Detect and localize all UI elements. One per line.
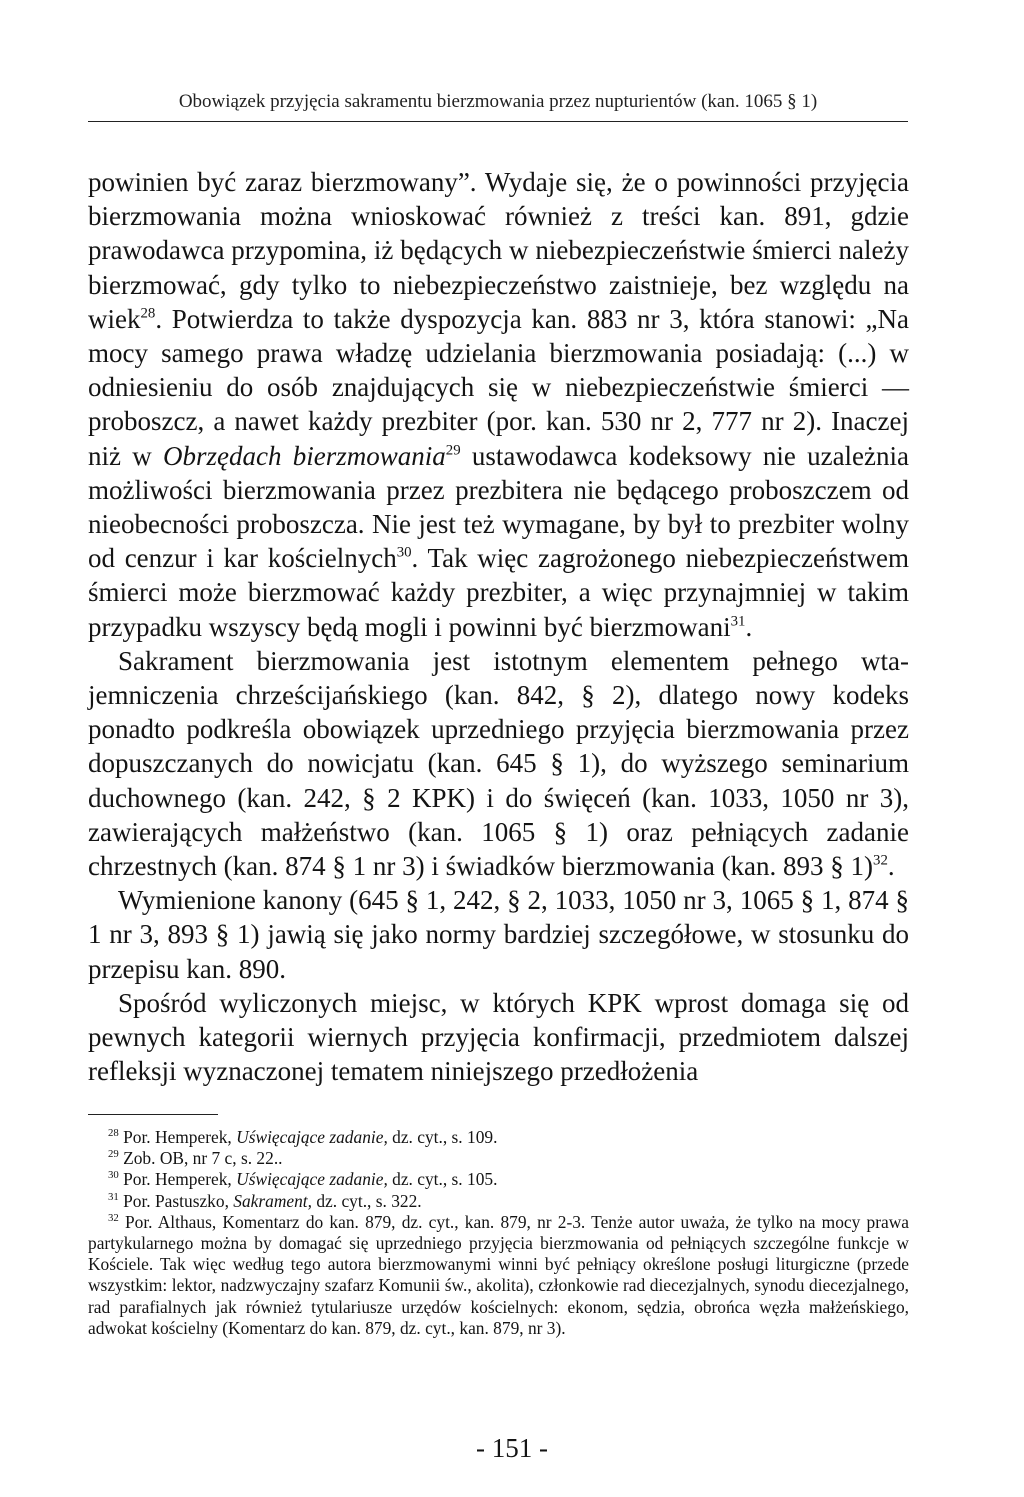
footnote-number: 30 bbox=[108, 1169, 119, 1182]
paragraph-4: Spośród wyliczonych miejsc, w których KPK wprost domaga się od pewnych kategorii wiernych przyjęcia konfirmacji, przedmiotem dalszej refleksji wyznaczonej tematem niniejszego przedłożenia bbox=[88, 987, 909, 1087]
footnote-number: 31 bbox=[108, 1190, 119, 1203]
footnotes bbox=[88, 1127, 909, 1339]
footnote-text: Por. Pastuszko, bbox=[118, 1190, 234, 1211]
text-run: . bbox=[887, 851, 895, 882]
footnote-ref-31: 31 bbox=[730, 612, 746, 629]
text-run: powinien być zaraz bierzmowany”. Wydaje się, że o powinności przyjęcia bierzmowania można wnioskować również z treści kan. 891, gdzie prawodawca przypomina, iż będących w niebezpieczeństwie śmierci należy bierzmować, gdy tylko to niebezpieczeństwo zaistnieje, bez względu na wiek bbox=[88, 167, 909, 334]
footnote-text: dz. cyt., s. 109. bbox=[387, 1127, 498, 1147]
text-run: ustawodawca kodeksowy nie uzależnia możliwości bierzmowania przez prezbitera nie będącego proboszczem od nieobecności proboszcza. Nie jest też wymagane, by był to prezbiter wolny od cenzur i kar kościelnych bbox=[88, 440, 910, 574]
footnote-text: Por. Hemperek, bbox=[118, 1127, 237, 1147]
footnote-separator bbox=[88, 1114, 218, 1115]
italic-title: Obrzędach bierzmowania bbox=[163, 440, 446, 471]
text-run: . bbox=[745, 611, 753, 642]
footnote-number: 29 bbox=[108, 1148, 119, 1161]
footnote-number: 32 bbox=[108, 1211, 119, 1224]
footnote-title: Sakrament, bbox=[233, 1190, 312, 1211]
footnote-text: dz. cyt., s. 322. bbox=[312, 1190, 422, 1211]
footnote-ref-32: 32 bbox=[873, 852, 888, 869]
main-text bbox=[88, 165, 909, 1088]
footnote-text: dz. cyt., s. 105. bbox=[387, 1169, 498, 1190]
text-run: . Potwierdza to także dyspozycja kan. 883 nr 3, która stanowi: „Na mocy samego prawa władzę udzielania bierzmowania posiadają: (...) w odniesieniu do osób znajdujących się w niebezpieczeństwie śmierci — proboszcz, a nawet każdy prezbiter (por. kan. 530 nr 2, 777 nr 2). Inaczej niż w bbox=[88, 303, 909, 471]
paragraph-1 bbox=[88, 165, 909, 644]
footnote-ref-30: 30 bbox=[396, 544, 412, 561]
footnote-text: Por. Hemperek, bbox=[118, 1169, 237, 1190]
footnote-32 bbox=[88, 1212, 909, 1339]
footnote-number: 28 bbox=[108, 1127, 119, 1139]
footnote-title: Uświęcające zadanie, bbox=[236, 1169, 388, 1190]
footnote-31 bbox=[88, 1191, 909, 1212]
footnote-title: Uświęcające zadanie, bbox=[236, 1127, 388, 1147]
footnote-ref-28: 28 bbox=[140, 305, 156, 322]
paragraph-2 bbox=[88, 644, 909, 883]
header-rule bbox=[88, 121, 908, 122]
running-header: Obowiązek przyjęcia sakramentu bierzmowania przez nupturientów (kan. 1065 § 1) bbox=[178, 91, 818, 112]
footnote-text: Por. Althaus, Komentarz do kan. 879, dz. cyt., kan. 879, nr 2-3. Tenże autor uważa, że tylko na mocy prawa partykularnego można by domagać się uprzedniego przyjęcia bierzmowania od pełniących szczególne funkcje w Kościele. Tak więc według tego autora bierzmowanymi winni być pełniący określone posługi liturgiczne (przede wszystkim: lektor, nadzwyczajny szafarz Komunii św., akolita), członkowie rad diecezjalnych, synodu diecezjalnego, rad parafialnych jak również tytulariusze urzędów kościelnych: ekonom, sędzia, obrońca węzła małżeńskiego, adwokat kościelny (Komentarz do kan. 879, dz. cyt., kan. 879, nr 3). bbox=[88, 1211, 909, 1338]
text-run: Sakrament bierzmowania jest istotnym elementem pełnego wtajemniczenia chrześcijańskiego (kan. 842, § 2), dlatego nowy kodeks ponadto podkreśla obowiązek uprzedniego przyjęcia bierzmowania przez dopuszczanych do nowicjatu (kan. 645 § 1), do wyższego seminarium duchownego (kan. 242, § 2 KPK) i do święceń (kan. 1033, 1050 nr 3), zawierających małżeństwo (kan. 1065 § 1) oraz pełniących zadanie chrzestnych (kan. 874 § 1 nr 3) i świadków bierzmowania (kan. 893 § 1) bbox=[88, 645, 909, 882]
footnote-30 bbox=[88, 1169, 909, 1190]
footnote-text: Zob. OB, nr 7 c, s. 22.. bbox=[118, 1148, 283, 1169]
footnote-ref-29: 29 bbox=[445, 441, 461, 458]
paragraph-3: Wymienione kanony (645 § 1, 242, § 2, 1033, 1050 nr 3, 1065 § 1, 874 § 1 nr 3, 893 § 1) jawią się jako normy bardziej szczegółowe, w stosunku do przepisu kan. 890. bbox=[88, 885, 909, 984]
page-number: - 151 - bbox=[476, 1433, 548, 1463]
text-run: . Tak więc zagrożonego niebezpieczeństwem śmierci może bierzmować każdy prezbiter, a więc przynajmniej w takim przypadku wszyscy będą mogli i powinni być bierzmowani bbox=[88, 543, 909, 642]
footnote-29 bbox=[88, 1148, 909, 1169]
footnote-28 bbox=[88, 1127, 909, 1148]
